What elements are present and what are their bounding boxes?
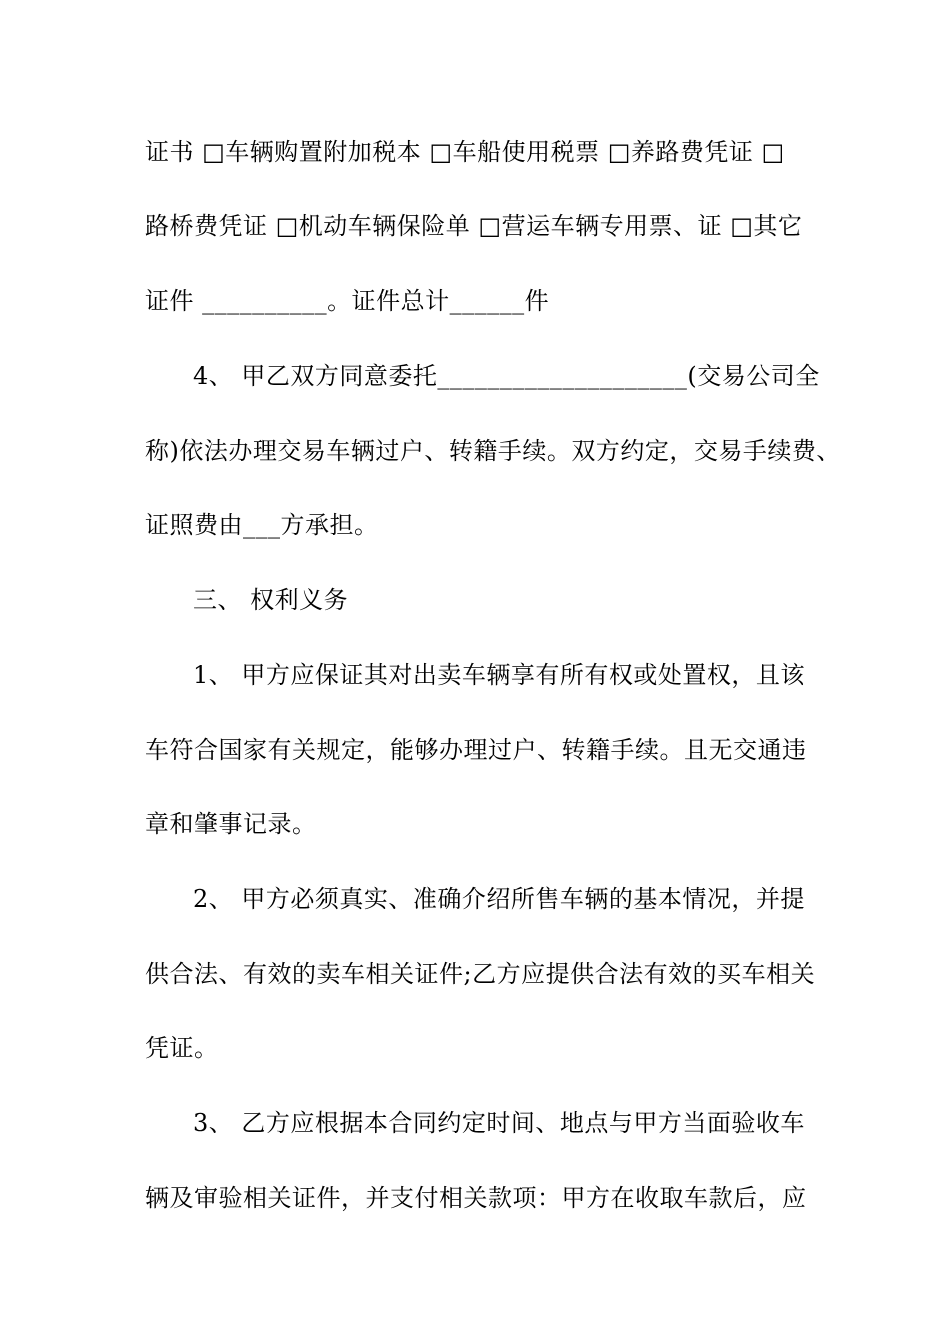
text-line: 凭证。: [145, 1034, 219, 1062]
section-heading-rights-obligations: 三、 权利义务: [193, 586, 349, 614]
text-line: 证件 __________。证件总计______件: [145, 287, 550, 315]
clause-1-line: 1、 甲方应保证其对出卖车辆享有所有权或处置权，且该: [193, 661, 805, 689]
text-line: 车符合国家有关规定，能够办理过户、转籍手续。且无交通违: [145, 736, 807, 764]
text-line: 章和肇事记录。: [145, 810, 317, 838]
clause-4-line: 4、 甲乙双方同意委托____________________(交易公司全: [193, 362, 820, 390]
text-line: 供合法、有效的卖车相关证件;乙方应提供合法有效的买车相关: [145, 960, 816, 988]
clause-3-line: 3、 乙方应根据本合同约定时间、地点与甲方当面验收车: [193, 1109, 805, 1137]
text-line: 证书 □车辆购置附加税本 □车船使用税票 □养路费凭证 □: [145, 138, 785, 166]
text-line: 辆及审验相关证件，并支付相关款项：甲方在收取车款后，应: [145, 1184, 807, 1212]
clause-2-line: 2、 甲方必须真实、准确介绍所售车辆的基本情况，并提: [193, 885, 805, 913]
text-line: 路桥费凭证 □机动车辆保险单 □营运车辆专用票、证 □其它: [145, 212, 803, 240]
text-line: 称)依法办理交易车辆过户、转籍手续。双方约定，交易手续费、: [145, 437, 841, 465]
text-line: 证照费由___方承担。: [145, 511, 379, 539]
